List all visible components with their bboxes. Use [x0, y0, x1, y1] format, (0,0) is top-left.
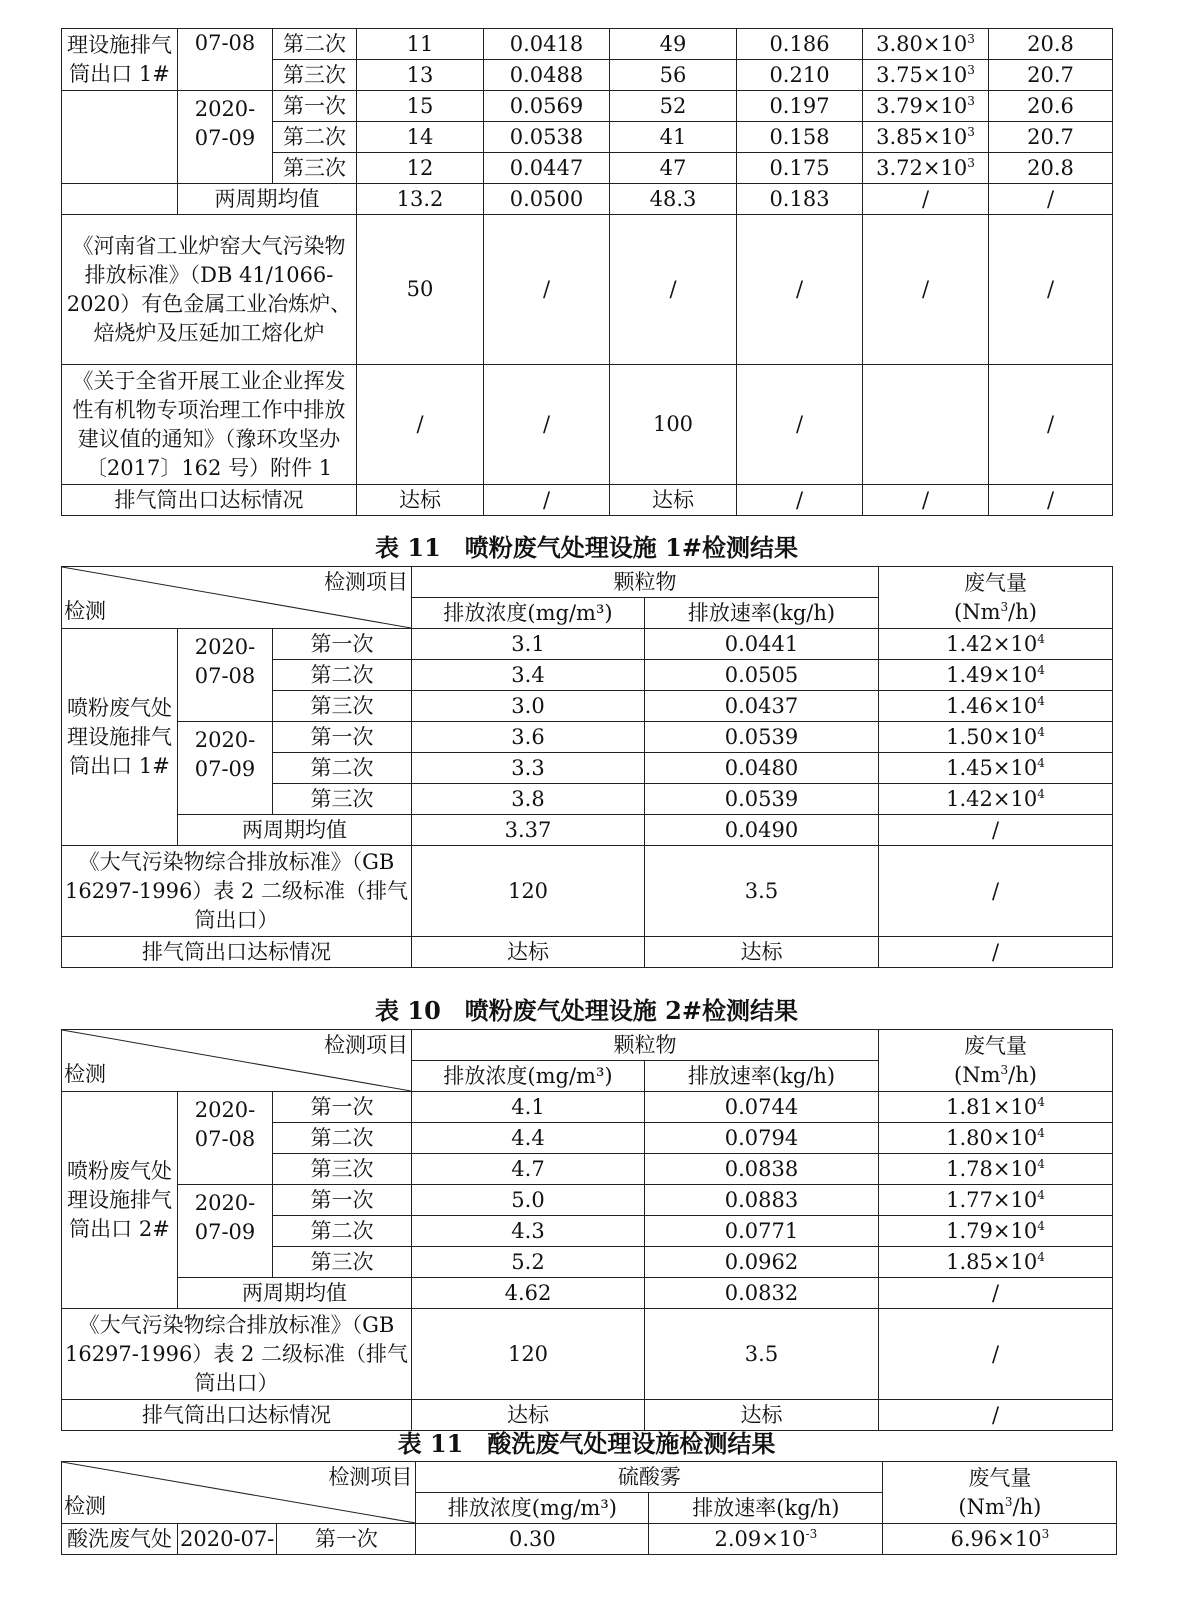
flow-header: 废气量 (Nm$^3$/h): [883, 1462, 1117, 1524]
value-cell: 20.8: [989, 153, 1113, 184]
header-diagonal-cell: [62, 1462, 416, 1524]
value-cell: 3.8: [412, 784, 645, 815]
flow-header: 废气量 (Nm$^3$/h): [879, 1030, 1113, 1092]
date-cell: 2020-07-09: [178, 722, 273, 815]
round-cell: 第三次: [273, 1154, 412, 1185]
round-cell: 第二次: [273, 122, 357, 153]
round-cell: 第一次: [273, 1092, 412, 1123]
value-cell: 0.0490: [645, 815, 879, 846]
value-cell: $6.96\times 10^3$: [883, 1524, 1117, 1555]
value-cell: 5.2: [412, 1247, 645, 1278]
round-cell: 第一次: [273, 722, 412, 753]
pollutant-header: 颗粒物: [412, 1030, 879, 1061]
outlet-label: 酸洗废气处: [62, 1524, 178, 1555]
value-cell: 20.8: [989, 29, 1113, 60]
value-cell: /: [484, 215, 610, 365]
value-cell: 11: [357, 29, 484, 60]
value-cell: 0.0539: [645, 722, 879, 753]
value-cell: 0.0488: [484, 60, 610, 91]
value-cell: 48.3: [610, 184, 737, 215]
value-cell: 0.158: [737, 122, 863, 153]
value-cell: /: [989, 184, 1113, 215]
value-cell: 0.0744: [645, 1092, 879, 1123]
value-cell: /: [737, 485, 863, 516]
value-cell: 4.62: [412, 1278, 645, 1309]
round-cell: 第三次: [273, 1247, 412, 1278]
average-label: 两周期均值: [178, 184, 357, 215]
value-cell: 达标: [412, 937, 645, 968]
round-cell: 第三次: [273, 60, 357, 91]
header-item-label: 检测项目: [328, 1465, 413, 1489]
value-cell: $1.46\times 10^4$: [879, 691, 1113, 722]
header-left-label: 检测: [64, 1062, 106, 1086]
rate-header: 排放速率(kg/h): [645, 598, 879, 629]
value-cell: 15: [357, 91, 484, 122]
value-cell: 0.0447: [484, 153, 610, 184]
value-cell: 56: [610, 60, 737, 91]
value-cell: /: [879, 1278, 1113, 1309]
value-cell: 3.5: [645, 1309, 879, 1400]
value-cell: 0.0480: [645, 753, 879, 784]
value-cell: [863, 365, 989, 485]
outlet-label: 理设施排气筒出口 1#: [62, 29, 178, 91]
value-cell: 3.4: [412, 660, 645, 691]
conc-header: 排放浓度(mg/m³): [412, 598, 645, 629]
value-cell: 0.197: [737, 91, 863, 122]
value-cell: 49: [610, 29, 737, 60]
table-caption: 表 10 喷粉废气处理设施 2#检测结果: [375, 996, 798, 1025]
value-cell: 达标: [357, 485, 484, 516]
value-cell: 3.37: [412, 815, 645, 846]
header-diagonal-cell: [62, 1030, 412, 1092]
value-cell: /: [737, 215, 863, 365]
value-cell: $1.77\times 10^4$: [879, 1185, 1113, 1216]
round-cell: 第二次: [273, 753, 412, 784]
standard-label: 《河南省工业炉窑大气污染物排放标准》（DB 41/1066-2020）有色金属工业冶炼炉、焙烧炉及压延加工熔化炉: [62, 215, 357, 365]
value-cell: $3.72\times 10^3$: [863, 153, 989, 184]
value-cell: /: [484, 365, 610, 485]
value-cell: 0.30: [416, 1524, 649, 1555]
standard-label: 《大气污染物综合排放标准》（GB 16297-1996）表 2 二级标准（排气筒出口）: [62, 1309, 412, 1400]
value-cell: 0.0962: [645, 1247, 879, 1278]
value-cell: 0.0794: [645, 1123, 879, 1154]
compliance-label: 排气筒出口达标情况: [62, 937, 412, 968]
date-cell: 2020-07-08: [178, 629, 273, 722]
value-cell: 50: [357, 215, 484, 365]
round-cell: 第三次: [273, 784, 412, 815]
value-cell: 0.0838: [645, 1154, 879, 1185]
value-cell: /: [484, 485, 610, 516]
value-cell: $1.42\times 10^4$: [879, 629, 1113, 660]
value-cell: 3.6: [412, 722, 645, 753]
header-item-label: 检测项目: [324, 1033, 408, 1057]
value-cell: /: [879, 1400, 1113, 1431]
standard-label: 《关于全省开展工业企业挥发性有机物专项治理工作中排放建议值的通知》（豫环攻坚办〔2017〕162 号）附件 1: [62, 365, 357, 485]
date-cell: 07-08: [178, 29, 273, 91]
value-cell: 达标: [610, 485, 737, 516]
compliance-label: 排气筒出口达标情况: [62, 485, 357, 516]
value-cell: $1.42\times 10^4$: [879, 784, 1113, 815]
value-cell: $1.45\times 10^4$: [879, 753, 1113, 784]
value-cell: /: [879, 937, 1113, 968]
value-cell: 41: [610, 122, 737, 153]
pollutant-header: 颗粒物: [412, 567, 879, 598]
table-caption: 表 11 酸洗废气处理设施检测结果: [397, 1429, 776, 1458]
value-cell: 0.0539: [645, 784, 879, 815]
average-label: 两周期均值: [178, 1278, 412, 1309]
value-cell: 3.0: [412, 691, 645, 722]
value-cell: 0.186: [737, 29, 863, 60]
round-cell: 第三次: [273, 153, 357, 184]
value-cell: $3.75\times 10^3$: [863, 60, 989, 91]
table-exhaust-continued: [61, 28, 1113, 516]
value-cell: 120: [412, 846, 645, 937]
conc-header: 排放浓度(mg/m³): [416, 1493, 649, 1524]
value-cell: /: [863, 485, 989, 516]
round-cell: 第一次: [277, 1524, 416, 1555]
value-cell: 4.7: [412, 1154, 645, 1185]
value-cell: /: [863, 215, 989, 365]
value-cell: /: [357, 365, 484, 485]
pollutant-header: 硫酸雾: [416, 1462, 883, 1493]
header-left-label: 检测: [64, 599, 106, 623]
value-cell: 120: [412, 1309, 645, 1400]
rate-header: 排放速率(kg/h): [649, 1493, 883, 1524]
outlet-continuation: [62, 91, 178, 184]
round-cell: 第一次: [273, 1185, 412, 1216]
value-cell: /: [610, 215, 737, 365]
round-cell: 第一次: [273, 629, 412, 660]
value-cell: 14: [357, 122, 484, 153]
conc-header: 排放浓度(mg/m³): [412, 1061, 645, 1092]
value-cell: /: [879, 815, 1113, 846]
date-cell: 2020-07-09: [178, 91, 273, 184]
value-cell: /: [989, 215, 1113, 365]
value-cell: 100: [610, 365, 737, 485]
header-left-label: 检测: [64, 1494, 106, 1518]
round-cell: 第二次: [273, 1123, 412, 1154]
value-cell: $1.50\times 10^4$: [879, 722, 1113, 753]
value-cell: 13: [357, 60, 484, 91]
outlet-label: 喷粉废气处理设施排气筒出口 1#: [62, 629, 178, 846]
value-cell: 0.183: [737, 184, 863, 215]
header-diagonal-cell: [62, 567, 412, 629]
value-cell: $1.81\times 10^4$: [879, 1092, 1113, 1123]
value-cell: 0.0437: [645, 691, 879, 722]
date-cell: 2020-07-09: [178, 1185, 273, 1278]
table-caption: 表 11 喷粉废气处理设施 1#检测结果: [375, 533, 798, 562]
value-cell: /: [863, 184, 989, 215]
value-cell: 0.0771: [645, 1216, 879, 1247]
value-cell: 20.7: [989, 122, 1113, 153]
value-cell: 达标: [412, 1400, 645, 1431]
value-cell: 47: [610, 153, 737, 184]
value-cell: /: [879, 846, 1113, 937]
value-cell: 0.0500: [484, 184, 610, 215]
value-cell: /: [879, 1309, 1113, 1400]
value-cell: 达标: [645, 937, 879, 968]
value-cell: $3.85\times 10^3$: [863, 122, 989, 153]
value-cell: $3.79\times 10^3$: [863, 91, 989, 122]
value-cell: $1.85\times 10^4$: [879, 1247, 1113, 1278]
outlet-continuation: [62, 184, 178, 215]
value-cell: 20.7: [989, 60, 1113, 91]
value-cell: 0.0441: [645, 629, 879, 660]
value-cell: $3.80\times 10^3$: [863, 29, 989, 60]
date-cell: 2020-07-08: [178, 1092, 273, 1185]
value-cell: 3.5: [645, 846, 879, 937]
value-cell: 12: [357, 153, 484, 184]
table-powder-2: [61, 1029, 1113, 1431]
date-cell: 2020-07-: [178, 1524, 277, 1555]
standard-label: 《大气污染物综合排放标准》（GB 16297-1996）表 2 二级标准（排气筒出口）: [62, 846, 412, 937]
value-cell: 0.210: [737, 60, 863, 91]
value-cell: 0.0569: [484, 91, 610, 122]
value-cell: 3.1: [412, 629, 645, 660]
flow-header: 废气量 (Nm$^3$/h): [879, 567, 1113, 629]
value-cell: /: [737, 365, 863, 485]
value-cell: 0.175: [737, 153, 863, 184]
round-cell: 第二次: [273, 660, 412, 691]
outlet-label: 喷粉废气处理设施排气筒出口 2#: [62, 1092, 178, 1309]
compliance-label: 排气筒出口达标情况: [62, 1400, 412, 1431]
value-cell: 13.2: [357, 184, 484, 215]
round-cell: 第一次: [273, 91, 357, 122]
value-cell: $2.09\times 10^{-3}$: [649, 1524, 883, 1555]
value-cell: 4.3: [412, 1216, 645, 1247]
value-cell: $1.79\times 10^4$: [879, 1216, 1113, 1247]
value-cell: 0.0883: [645, 1185, 879, 1216]
value-cell: $1.78\times 10^4$: [879, 1154, 1113, 1185]
value-cell: 0.0832: [645, 1278, 879, 1309]
value-cell: $1.80\times 10^4$: [879, 1123, 1113, 1154]
value-cell: 5.0: [412, 1185, 645, 1216]
round-cell: 第二次: [273, 29, 357, 60]
value-cell: /: [989, 485, 1113, 516]
table-pickling: [61, 1461, 1117, 1555]
value-cell: 20.6: [989, 91, 1113, 122]
value-cell: $1.49\times 10^4$: [879, 660, 1113, 691]
value-cell: 0.0505: [645, 660, 879, 691]
average-label: 两周期均值: [178, 815, 412, 846]
value-cell: 4.4: [412, 1123, 645, 1154]
value-cell: 52: [610, 91, 737, 122]
table-powder-1: [61, 566, 1113, 968]
round-cell: 第三次: [273, 691, 412, 722]
value-cell: /: [989, 365, 1113, 485]
value-cell: 3.3: [412, 753, 645, 784]
value-cell: 0.0418: [484, 29, 610, 60]
value-cell: 达标: [645, 1400, 879, 1431]
round-cell: 第二次: [273, 1216, 412, 1247]
value-cell: 0.0538: [484, 122, 610, 153]
header-item-label: 检测项目: [324, 570, 408, 594]
value-cell: 4.1: [412, 1092, 645, 1123]
rate-header: 排放速率(kg/h): [645, 1061, 879, 1092]
